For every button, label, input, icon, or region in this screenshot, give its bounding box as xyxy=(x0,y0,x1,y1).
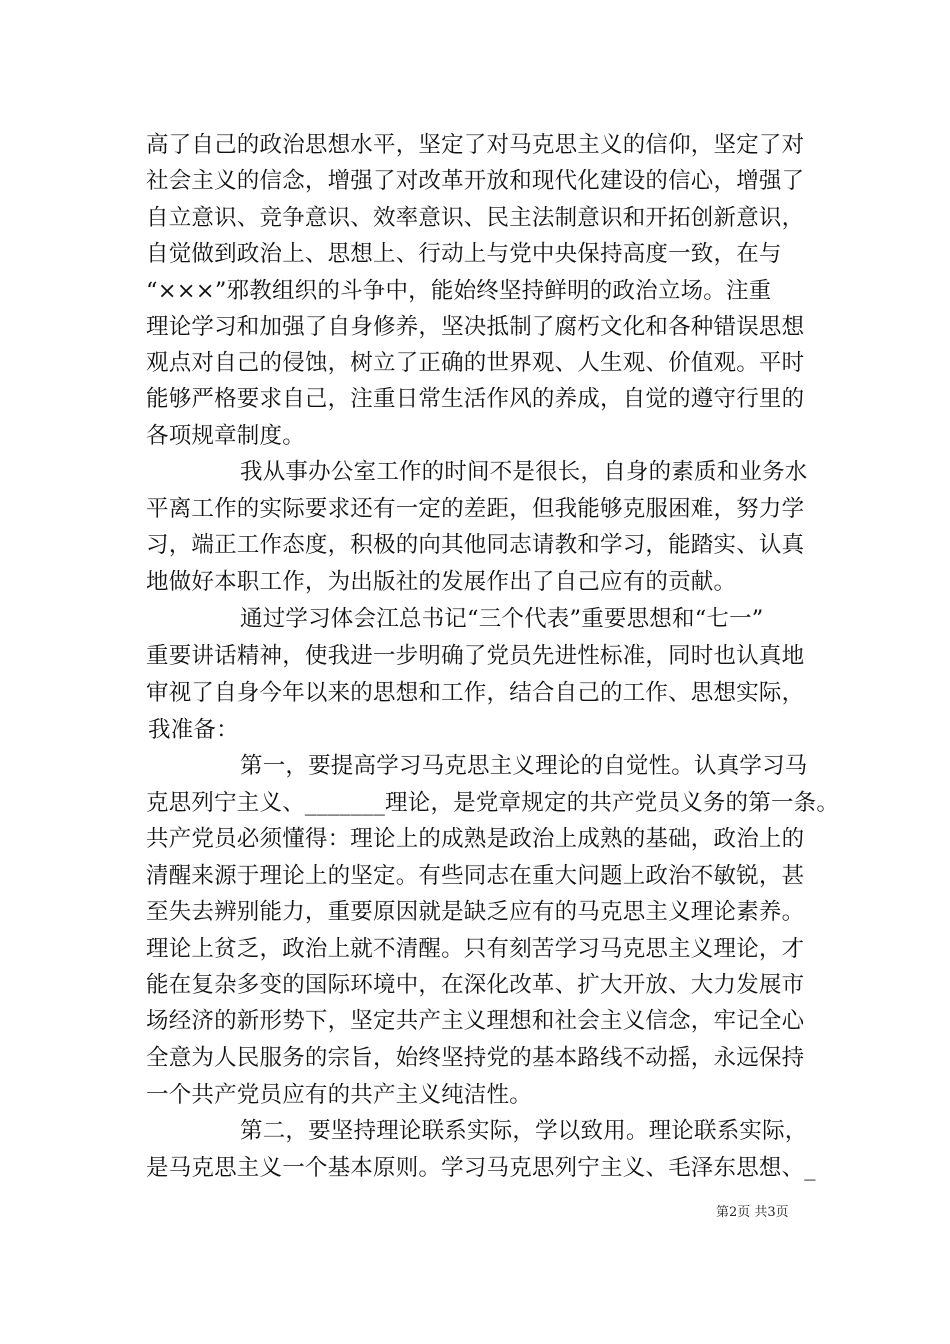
text-line: 各项规章制度。 xyxy=(146,423,305,449)
text-line: 自立意识、竞争意识、效率意识、民主法制意识和开拓创新意识， xyxy=(146,205,805,231)
page-number: 第2页 共3页 xyxy=(716,1205,789,1220)
text-line: 社会主义的信念，增强了对改革开放和现代化建设的信心，增强了 xyxy=(146,168,805,194)
text-line: 理论学习和加强了自身修养，坚决抵制了腐朽文化和各种错误思想 xyxy=(146,314,805,340)
text-line: 能在复杂多变的国际环境中，在深化改革、扩大开放、大力发展市 xyxy=(146,972,805,998)
text-line: 通过学习体会江总书记“三个代表”重要思想和“七一” xyxy=(240,606,764,632)
text-line: 清醒来源于理论上的坚定。有些同志在重大问题上政治不敏锐，甚 xyxy=(146,863,805,889)
text-line: 我从事办公室工作的时间不是很长，自身的素质和业务水 xyxy=(240,459,808,485)
text-line: 观点对自己的侵蚀，树立了正确的世界观、人生观、价值观。平时 xyxy=(146,350,805,376)
text-line: 平离工作的实际要求还有一定的差距，但我能够克服困难，努力学 xyxy=(146,496,805,522)
text-line: 是马克思主义一个基本原则。学习马克思列宁主义、毛泽东思想、_ xyxy=(146,1155,816,1181)
text-line: 我准备： xyxy=(148,717,239,743)
text-line: 习，端正工作态度，积极的向其他同志请教和学习，能踏实、认真 xyxy=(146,532,805,558)
text-line: 至失去辨别能力，重要原因就是缺乏应有的马克思主义理论素养。 xyxy=(146,899,805,925)
text-line: 第一，要提高学习马克思主义理论的自觉性。认真学习马 xyxy=(240,753,808,779)
text-line: 一个共产党员应有的共产主义纯洁性。 xyxy=(146,1082,532,1108)
text-line: “×××”邪教组织的斗争中，能始终坚持鲜明的政治立场。注重 xyxy=(146,278,772,304)
text-line: 能够严格要求自己，注重日常生活作风的养成，自觉的遵守行里的 xyxy=(146,386,805,412)
text-line: 自觉做到政治上、思想上、行动上与党中央保持高度一致，在与 xyxy=(146,241,782,267)
text-line: 场经济的新形势下，坚定共产主义理想和社会主义信念，牢记全心 xyxy=(146,1008,805,1034)
text-line: 地做好本职工作，为出版社的发展作出了自己应有的贡献。 xyxy=(146,569,737,595)
text-line: 共产党员必须懂得：理论上的成熟是政治上成熟的基础，政治上的 xyxy=(146,826,805,852)
text-line: 重要讲话精神，使我进一步明确了党员先进性标准，同时也认真地 xyxy=(146,643,805,669)
text-line: 理论上贫乏，政治上就不清醒。只有刻苦学习马克思主义理论，才 xyxy=(146,936,805,962)
text-line: 克思列宁主义、_______理论，是党章规定的共产党员义务的第一条。 xyxy=(146,790,840,816)
text-line: 审视了自身今年以来的思想和工作，结合自己的工作、思想实际， xyxy=(146,680,805,706)
text-line: 第二，要坚持理论联系实际，学以致用。理论联系实际， xyxy=(240,1118,808,1144)
text-line: 高了自己的政治思想水平，坚定了对马克思主义的信仰，坚定了对 xyxy=(146,132,805,158)
text-line: 全意为人民服务的宗旨，始终坚持党的基本路线不动摇，永远保持 xyxy=(146,1045,805,1071)
